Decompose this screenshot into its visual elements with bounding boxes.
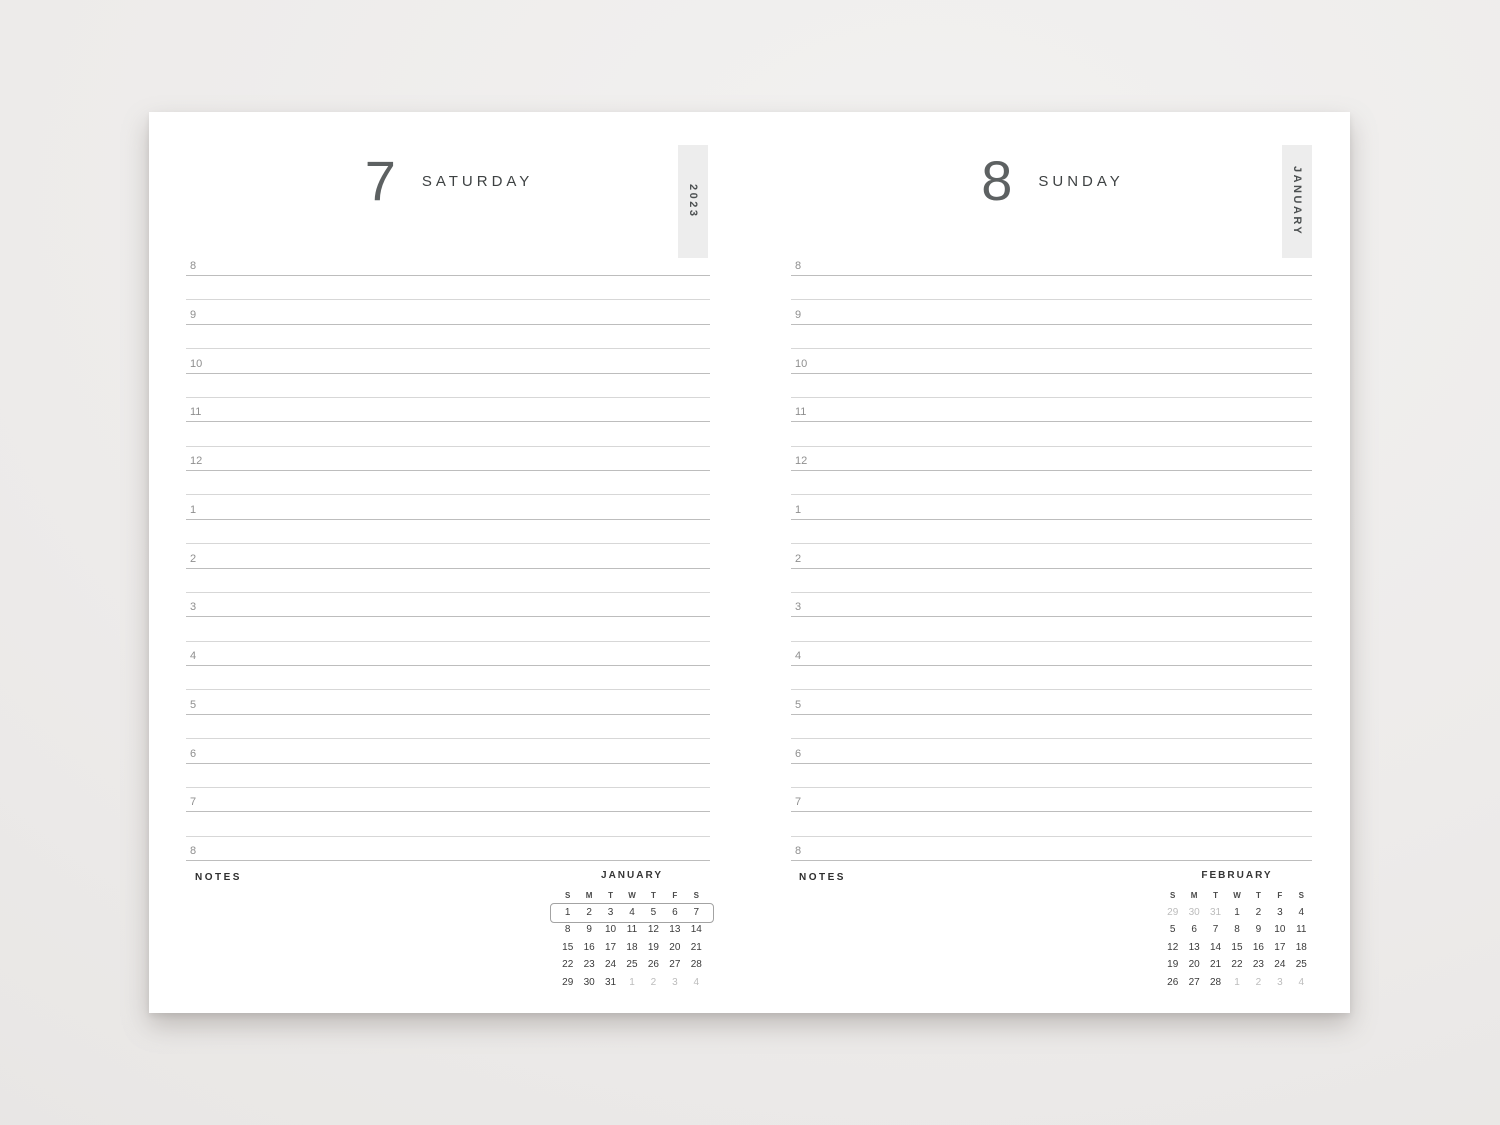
- calendar-date: 30: [1188, 907, 1200, 918]
- half-hour-line: [186, 689, 710, 690]
- calendar-weekday: T: [608, 891, 613, 900]
- hour-line: [186, 860, 710, 861]
- calendar-weekday: T: [1213, 891, 1218, 900]
- hour-label: 11: [795, 406, 807, 419]
- calendar-date: 21: [1210, 959, 1222, 971]
- hour-label: 11: [190, 406, 202, 419]
- calendar-date: 11: [626, 924, 638, 936]
- day-number: 8: [981, 149, 1013, 212]
- calendar-weekday: M: [585, 891, 593, 900]
- calendar-date: 28: [1210, 976, 1222, 988]
- hour-line: [791, 714, 1312, 715]
- calendar-date: 10: [1274, 924, 1286, 936]
- calendar-date: 25: [626, 959, 638, 971]
- hour-line: [186, 470, 710, 471]
- half-hour-line: [791, 689, 1312, 690]
- calendar-week-row: [1162, 904, 1312, 921]
- hour-line: [791, 324, 1312, 325]
- calendar-date: 18: [626, 941, 638, 953]
- hour-line: [186, 519, 710, 520]
- half-hour-line: [186, 543, 710, 544]
- hour-line: [186, 811, 710, 812]
- calendar-weekday: F: [1277, 891, 1283, 900]
- calendar-date: 5: [1169, 924, 1176, 936]
- calendar-date: 29: [562, 976, 574, 988]
- mini-calendar-title: FEBRUARY: [1201, 870, 1273, 881]
- calendar-date: 1: [1234, 907, 1240, 918]
- year-tab: 2023: [678, 145, 708, 258]
- calendar-date: 14: [690, 924, 702, 936]
- half-hour-line: [791, 592, 1312, 593]
- calendar-date: 29: [1167, 907, 1179, 918]
- calendar-date: 4: [1298, 976, 1305, 988]
- notes-label: NOTES: [195, 872, 242, 883]
- half-hour-line: [791, 738, 1312, 739]
- calendar-date: 6: [672, 907, 678, 918]
- hour-label: 5: [190, 698, 197, 711]
- calendar-week-row: [557, 921, 707, 938]
- hour-label: 3: [795, 601, 802, 614]
- hour-line: [186, 275, 710, 276]
- calendar-weekday: T: [1255, 891, 1261, 900]
- hour-label: 6: [190, 747, 197, 760]
- calendar-date: 6: [1191, 924, 1197, 936]
- half-hour-line: [186, 348, 710, 349]
- hour-line: [791, 421, 1312, 422]
- day-number: 7: [364, 149, 396, 212]
- calendar-date: 15: [1231, 941, 1243, 953]
- hour-label: 9: [795, 308, 802, 321]
- hour-label: 12: [190, 455, 203, 467]
- calendar-date: 9: [586, 924, 592, 936]
- calendar-date: 16: [583, 941, 595, 953]
- current-week-highlight: [550, 903, 714, 923]
- half-hour-line: [791, 787, 1312, 788]
- half-hour-line: [186, 397, 710, 398]
- calendar-date: 16: [1252, 941, 1264, 953]
- calendar-date: 15: [562, 941, 574, 953]
- hour-label: 2: [795, 552, 802, 565]
- calendar-week-row: [1162, 956, 1312, 973]
- mini-calendar: [557, 869, 707, 991]
- calendar-date: 26: [1167, 976, 1179, 988]
- hour-label: 8: [190, 845, 197, 857]
- hour-line: [186, 421, 710, 422]
- hour-line: [791, 470, 1312, 471]
- hour-label: 10: [795, 357, 808, 370]
- calendar-date: 26: [647, 959, 659, 971]
- hour-line: [186, 324, 710, 325]
- calendar-date: 24: [1274, 959, 1286, 971]
- hour-line: [791, 373, 1312, 374]
- day-name: SATURDAY: [421, 172, 534, 190]
- half-hour-line: [791, 494, 1312, 495]
- hour-label: 9: [190, 308, 197, 321]
- calendar-weekday: W: [628, 891, 636, 900]
- half-hour-line: [791, 543, 1312, 544]
- month-tab: JANUARY: [1282, 145, 1312, 258]
- hour-label: 12: [795, 455, 808, 467]
- half-hour-line: [186, 836, 710, 837]
- hour-label: 8: [795, 845, 802, 857]
- calendar-weekday: M: [1190, 891, 1198, 900]
- calendar-date: 25: [1295, 959, 1307, 971]
- calendar-date: 30: [583, 976, 595, 988]
- calendar-date: 17: [1274, 941, 1286, 953]
- half-hour-line: [791, 397, 1312, 398]
- calendar-date: 28: [690, 959, 702, 971]
- hour-label: 5: [795, 698, 802, 711]
- calendar-date: 12: [1167, 941, 1179, 953]
- calendar-date: 27: [1188, 976, 1200, 988]
- half-hour-line: [186, 494, 710, 495]
- hour-line: [791, 860, 1312, 861]
- hour-line: [791, 763, 1312, 764]
- calendar-date: 20: [1188, 959, 1200, 971]
- right-page-header: [793, 144, 1312, 218]
- calendar-date: 2: [1255, 976, 1262, 988]
- calendar-date: 5: [650, 907, 657, 918]
- calendar-week-row: [1162, 974, 1312, 991]
- calendar-date: 13: [1188, 941, 1200, 953]
- calendar-week-row: [1162, 939, 1312, 956]
- calendar-weekday: S: [1170, 891, 1176, 900]
- half-hour-line: [791, 299, 1312, 300]
- calendar-date: 22: [1231, 959, 1243, 971]
- hour-line: [791, 811, 1312, 812]
- calendar-week-row: [557, 904, 707, 921]
- hour-label: 2: [190, 552, 197, 565]
- calendar-date: 23: [1252, 959, 1264, 971]
- calendar-date: 19: [1167, 959, 1179, 971]
- hour-label: 8: [190, 260, 197, 272]
- calendar-date: 31: [605, 976, 617, 988]
- hour-label: 6: [795, 747, 802, 760]
- planner-spread: [149, 112, 1350, 1013]
- calendar-date: 12: [647, 924, 659, 936]
- calendar-date: 1: [564, 907, 571, 918]
- calendar-date: 14: [1210, 941, 1222, 953]
- calendar-date: 10: [605, 924, 617, 936]
- left-page-header: [188, 144, 710, 218]
- hour-line: [791, 275, 1312, 276]
- half-hour-line: [186, 446, 710, 447]
- calendar-date: 24: [605, 959, 617, 971]
- calendar-date: 4: [693, 976, 700, 988]
- half-hour-line: [186, 787, 710, 788]
- calendar-date: 7: [693, 907, 700, 918]
- hour-line: [791, 616, 1312, 617]
- hour-line: [791, 665, 1312, 666]
- calendar-date: 22: [562, 959, 574, 971]
- hour-label: 4: [795, 650, 802, 662]
- calendar-date: 3: [1277, 907, 1283, 918]
- half-hour-line: [791, 446, 1312, 447]
- calendar-week-row: [557, 956, 707, 973]
- half-hour-line: [791, 348, 1312, 349]
- half-hour-line: [186, 641, 710, 642]
- calendar-weekday: F: [672, 891, 678, 900]
- calendar-week-row: [1162, 921, 1312, 938]
- calendar-weekday: S: [693, 891, 699, 900]
- calendar-date: 13: [669, 924, 681, 936]
- half-hour-line: [186, 299, 710, 300]
- calendar-weekday: W: [1233, 891, 1241, 900]
- calendar-date: 31: [1210, 907, 1222, 918]
- hour-line: [186, 763, 710, 764]
- calendar-date: 18: [1295, 941, 1307, 953]
- hour-label: 8: [795, 260, 802, 272]
- calendar-week-row: [557, 974, 707, 991]
- calendar-date: 1: [629, 976, 635, 988]
- hour-line: [791, 568, 1312, 569]
- calendar-date: 8: [1234, 924, 1240, 936]
- hour-label: 3: [190, 601, 197, 614]
- calendar-date: 2: [650, 976, 657, 988]
- calendar-date: 9: [1255, 924, 1262, 936]
- calendar-date: 3: [607, 907, 614, 918]
- calendar-date: 3: [672, 976, 678, 988]
- mini-calendar-title: JANUARY: [601, 870, 663, 881]
- calendar-date: 21: [690, 941, 702, 953]
- hour-label: 10: [190, 357, 203, 370]
- hour-line: [186, 568, 710, 569]
- half-hour-line: [186, 592, 710, 593]
- calendar-date: 2: [586, 907, 592, 918]
- calendar-date: 27: [669, 959, 681, 971]
- hour-label: 1: [190, 503, 197, 516]
- hour-line: [186, 373, 710, 374]
- calendar-date: 11: [1296, 924, 1307, 936]
- calendar-date: 4: [629, 907, 635, 918]
- mini-calendar-weekdays: [557, 887, 707, 904]
- calendar-date: 8: [564, 924, 571, 936]
- hour-line: [186, 616, 710, 617]
- half-hour-line: [186, 738, 710, 739]
- half-hour-line: [791, 641, 1312, 642]
- hour-label: 7: [190, 796, 197, 809]
- calendar-date: 3: [1277, 976, 1283, 988]
- calendar-weekday: S: [1298, 891, 1304, 900]
- hour-label: 4: [190, 650, 197, 662]
- calendar-date: 7: [1212, 924, 1219, 936]
- calendar-date: 23: [583, 959, 595, 971]
- half-hour-line: [791, 836, 1312, 837]
- hour-line: [186, 714, 710, 715]
- hour-label: 1: [795, 503, 802, 516]
- calendar-date: 1: [1234, 976, 1240, 988]
- mini-calendar-weekdays: [1162, 887, 1312, 904]
- hour-label: 7: [795, 796, 802, 809]
- calendar-date: 2: [1255, 907, 1262, 918]
- calendar-date: 4: [1298, 907, 1305, 918]
- calendar-date: 20: [669, 941, 681, 953]
- mini-calendar: [1162, 869, 1312, 991]
- calendar-week-row: [557, 939, 707, 956]
- notes-label: NOTES: [799, 872, 846, 883]
- calendar-date: 17: [605, 941, 617, 953]
- calendar-weekday: T: [650, 891, 656, 900]
- calendar-weekday: S: [565, 891, 571, 900]
- hour-line: [791, 519, 1312, 520]
- calendar-date: 19: [647, 941, 659, 953]
- hour-line: [186, 665, 710, 666]
- day-name: SUNDAY: [1038, 172, 1124, 190]
